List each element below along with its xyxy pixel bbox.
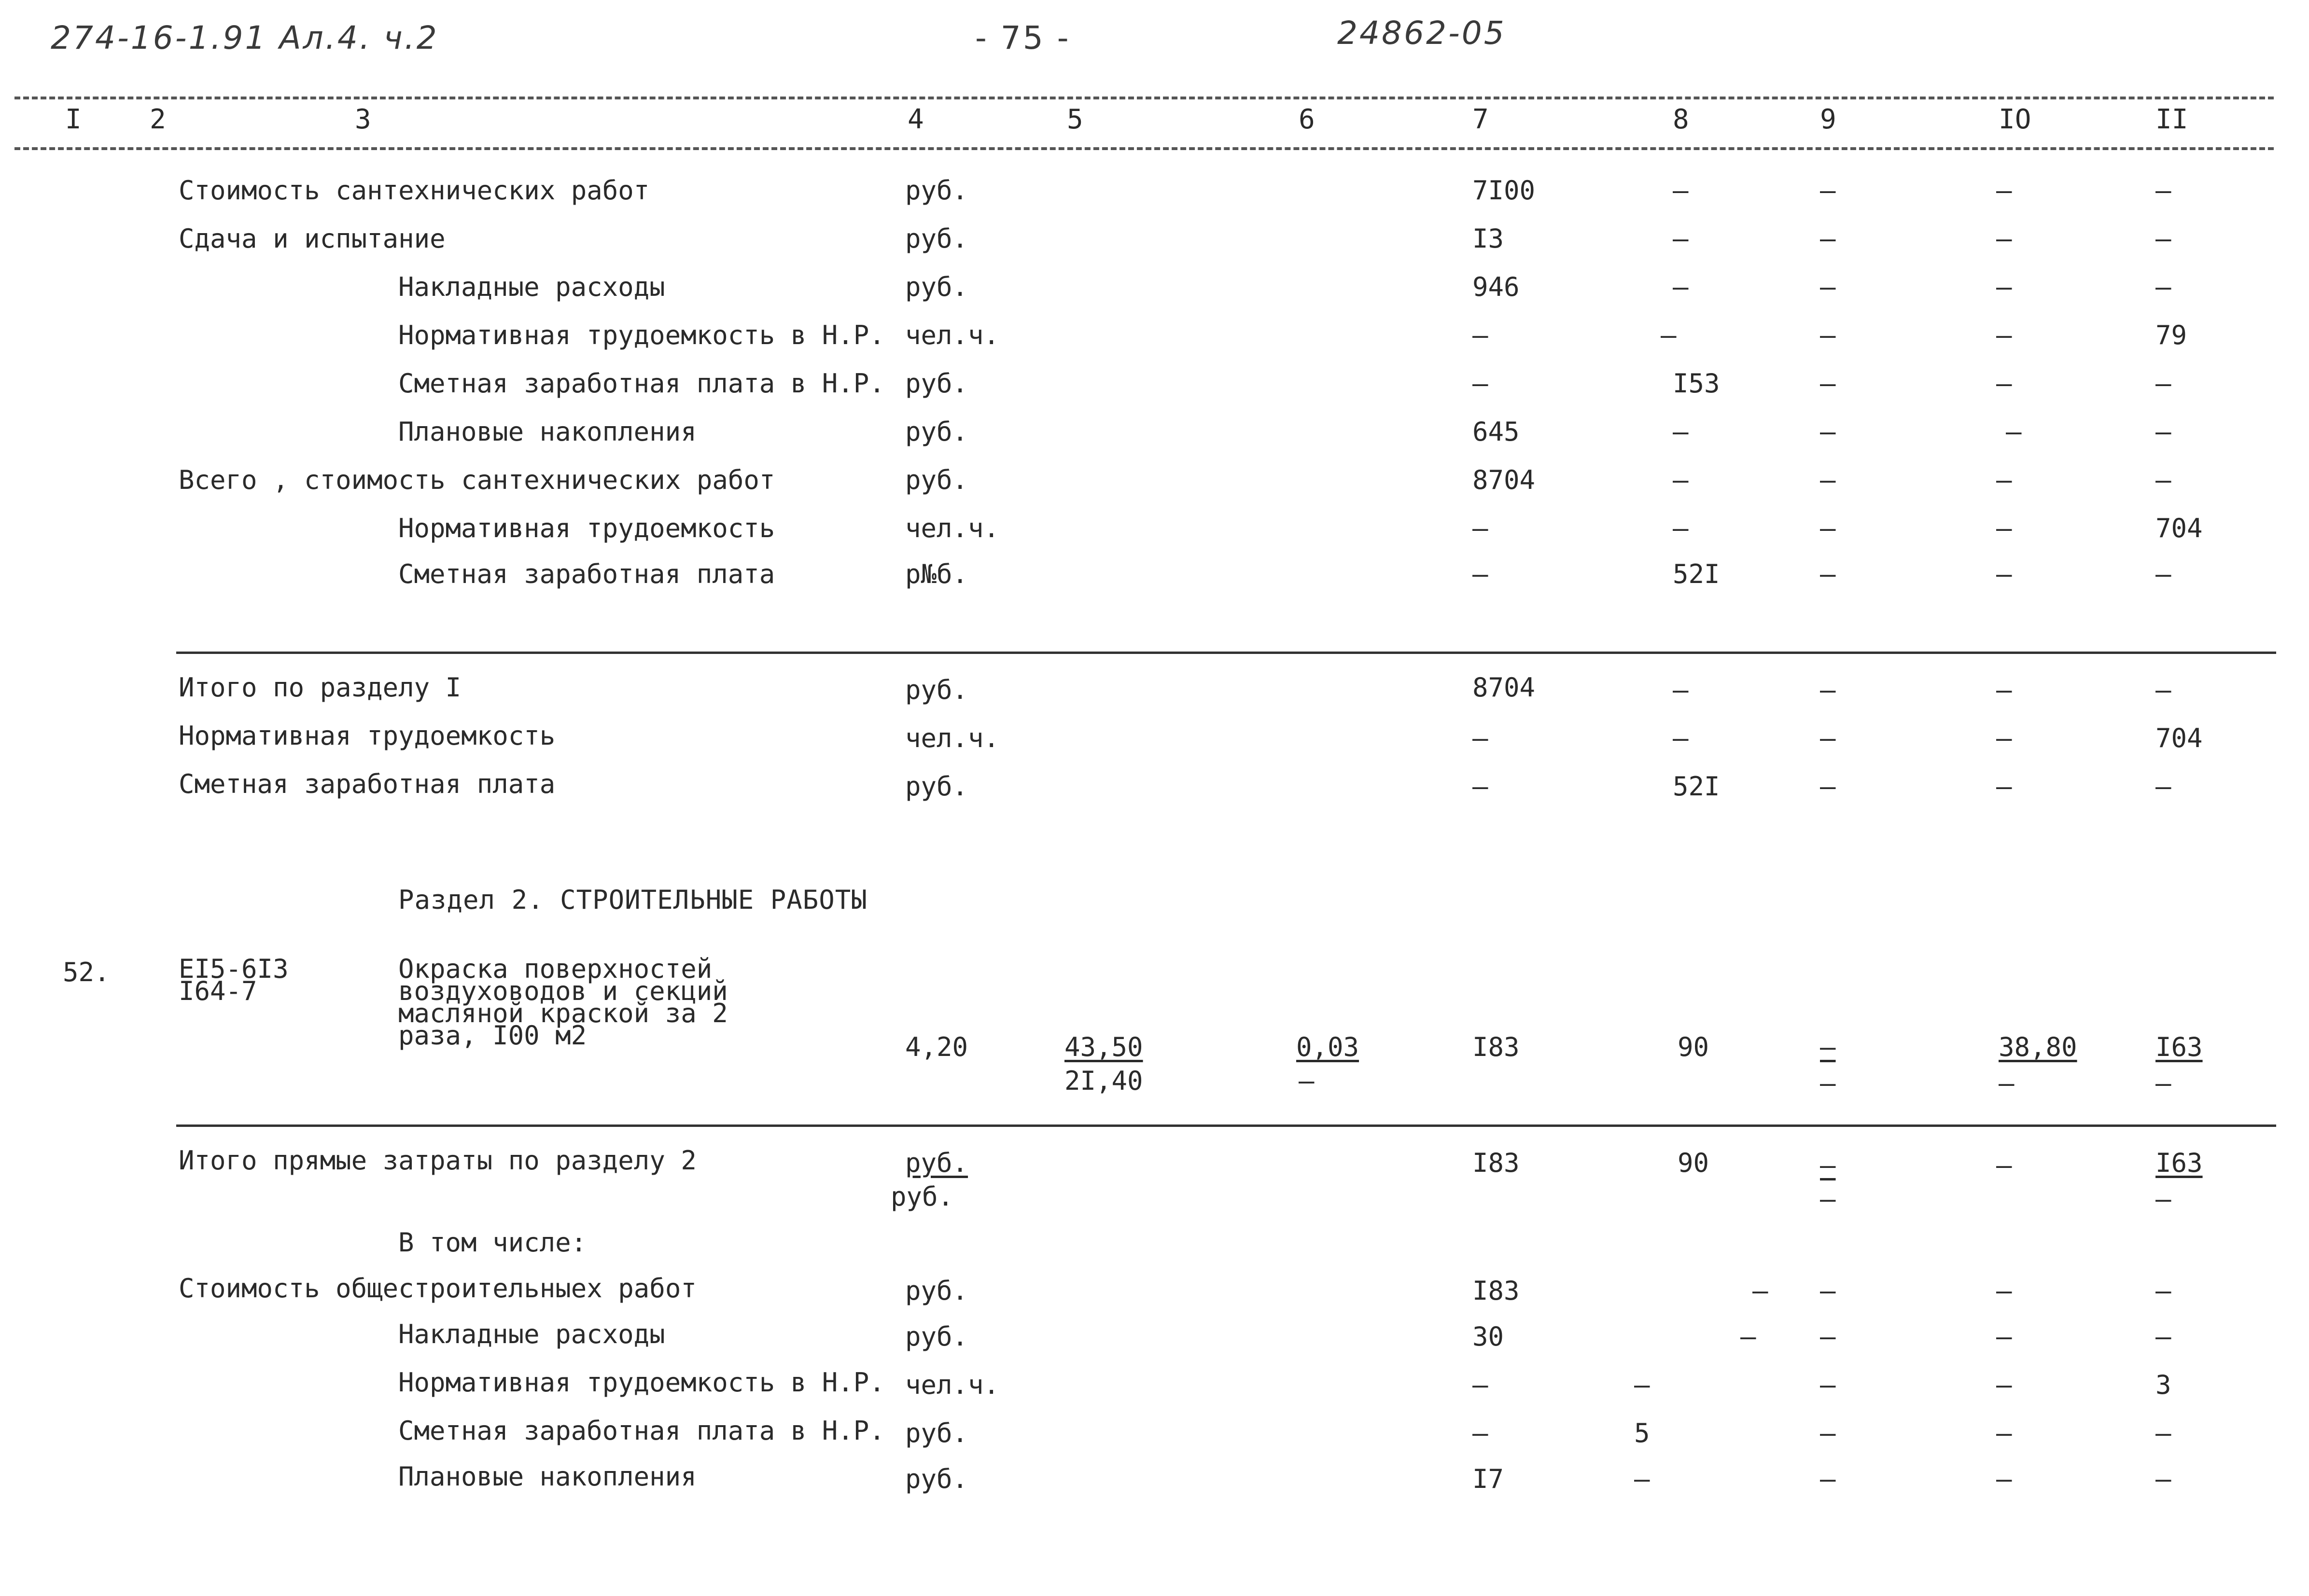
row-c8: – (1673, 175, 1689, 206)
col-header-4: 4 (908, 104, 924, 135)
row-unit: р№б. (905, 559, 968, 589)
row-c10: – (1996, 1464, 2012, 1494)
row-c11: – (2155, 1464, 2171, 1494)
row-c9: – (1820, 723, 1836, 753)
item-c11-bottom: – (2155, 1068, 2171, 1098)
row-c9: – (1820, 272, 1836, 302)
row-label: Сметная заработная плата в Н.Р. (398, 368, 885, 399)
row-c9: – (1820, 223, 1836, 254)
row-label: Плановые накопления (398, 1461, 697, 1492)
row-label: Нормативная трудоемкость (179, 721, 556, 751)
row-label: Итого по разделу I (179, 672, 462, 703)
row-c7: 30 (1472, 1321, 1504, 1352)
row-label: Всего , стоимость сантехнических работ (179, 465, 775, 495)
row-c10: – (1996, 771, 2012, 802)
row-c8: I53 (1673, 368, 1720, 399)
total2-c7: I83 (1472, 1148, 1520, 1178)
row-c9: – (1820, 1464, 1836, 1494)
row-c11: – (2155, 675, 2171, 705)
row-c8: – (1673, 513, 1689, 543)
row-c8: – (1673, 675, 1689, 705)
item-c5-top: 43,50 (1064, 1032, 1143, 1062)
item-desc-1: Окраска поверхностей (398, 954, 713, 984)
row-label: Сметная заработная плата в Н.Р. (398, 1416, 885, 1446)
row-c10: – (1996, 320, 2012, 350)
row-c10: – (2006, 416, 2022, 447)
row-c11: – (2155, 1276, 2171, 1306)
row-c10: – (1996, 175, 2012, 206)
item-c8: 90 (1678, 1032, 1709, 1062)
row-c11: – (2155, 416, 2171, 447)
col-header-6: 6 (1299, 104, 1315, 135)
total2-c10: – (1996, 1150, 2012, 1180)
section-rule (176, 652, 2276, 654)
header-left-ref: 274-16-1.91 Ал.4. ч.2 (51, 19, 439, 56)
row-c7: 645 (1472, 416, 1520, 447)
item-c11-top: I63 (2155, 1032, 2203, 1062)
row-c9: – (1820, 771, 1836, 802)
row-c11: – (2155, 175, 2171, 206)
item-c6-bottom: – (1299, 1066, 1315, 1096)
row-c7: – (1472, 723, 1488, 753)
row-c7: 8704 (1472, 672, 1536, 703)
row-unit: чел.ч. (905, 320, 1000, 350)
row-unit: чел.ч. (905, 1370, 1000, 1400)
item-desc-4: раза, I00 м2 (398, 1020, 587, 1051)
row-c7: – (1472, 513, 1488, 543)
row-c8: – (1661, 320, 1677, 350)
col-header-1: I (65, 104, 82, 135)
row-label: Сметная заработная плата (398, 559, 775, 589)
col-header-5: 5 (1067, 104, 1083, 135)
row-c10: – (1996, 272, 2012, 302)
row-c11: – (2155, 1418, 2171, 1448)
row-label: Плановые накопления (398, 416, 697, 447)
item-c6-top: 0,03 (1296, 1032, 1359, 1062)
row-c11: 704 (2155, 513, 2203, 543)
row-label: Накладные расходы (398, 1319, 665, 1349)
row-c9: – (1820, 513, 1836, 543)
row-label: Стоимость сантехнических работ (179, 175, 650, 206)
total2-label: Итого прямые затраты по разделу 2 (179, 1145, 697, 1176)
row-c9: – (1820, 416, 1836, 447)
row-c10: – (1996, 1276, 2012, 1306)
row-c8: – (1673, 723, 1689, 753)
item-c7: I83 (1472, 1032, 1520, 1062)
row-label: Нормативная трудоемкость в Н.Р. (398, 1367, 885, 1398)
row-c7: – (1472, 1370, 1488, 1400)
row-c10: – (1996, 513, 2012, 543)
total2-c11-top: I63 (2155, 1148, 2203, 1178)
row-c10: – (1996, 368, 2012, 399)
total2-unit-bottom: руб. (891, 1181, 954, 1212)
row-c8: – (1634, 1464, 1650, 1494)
row-unit: руб. (905, 1321, 968, 1352)
row-c9: – (1820, 1370, 1836, 1400)
row-c10: – (1996, 1321, 2012, 1352)
row-label: Сдача и испытание (179, 223, 446, 254)
including-label: В том числе: (398, 1227, 587, 1258)
total2-c8: 90 (1678, 1148, 1709, 1178)
row-unit: чел.ч. (905, 513, 1000, 543)
row-c7: – (1472, 1418, 1488, 1448)
row-c7: – (1472, 320, 1488, 350)
item-c10-bottom: – (1999, 1068, 2015, 1098)
row-c11: – (2155, 368, 2171, 399)
row-c7: 946 (1472, 272, 1520, 302)
item-c4: 4,20 (905, 1032, 968, 1062)
row-c7: – (1472, 771, 1488, 802)
section-rule (176, 1124, 2276, 1127)
row-unit: руб. (905, 1276, 968, 1306)
row-unit: руб. (905, 771, 968, 802)
row-c7: – (1472, 559, 1488, 589)
row-c9: – (1820, 1276, 1836, 1306)
row-c10: – (1996, 465, 2012, 495)
row-c9: – (1820, 368, 1836, 399)
row-c8: – (1673, 465, 1689, 495)
row-c8: 52I (1673, 771, 1720, 802)
header-page-number: - 75 - (975, 19, 1071, 56)
row-c7: I3 (1472, 223, 1504, 254)
row-c8: – (1673, 223, 1689, 254)
row-c8: – (1673, 416, 1689, 447)
header-doc-number: 24862-05 (1337, 14, 1506, 52)
total2-c11-bottom: – (2155, 1184, 2171, 1214)
total2-unit-top: руб. (905, 1148, 968, 1178)
row-unit: чел.ч. (905, 723, 1000, 753)
row-c10: – (1996, 1418, 2012, 1448)
row-c11: – (2155, 1321, 2171, 1352)
row-c11: 704 (2155, 723, 2203, 753)
row-c7: 8704 (1472, 465, 1536, 495)
row-c7: 7I00 (1472, 175, 1536, 206)
item-c5-bottom: 2I,40 (1064, 1066, 1143, 1096)
total2-c9-top: – (1820, 1150, 1836, 1180)
item-desc-3: масляной краской за 2 (398, 998, 728, 1028)
row-c7: – (1472, 368, 1488, 399)
row-unit: руб. (905, 1418, 968, 1448)
row-c8: – (1752, 1276, 1768, 1306)
row-c10: – (1996, 675, 2012, 705)
item-c9-top: – (1820, 1032, 1836, 1062)
col-header-3: 3 (355, 104, 371, 135)
col-header-11: II (2155, 104, 2188, 135)
row-c8: 52I (1673, 559, 1720, 589)
row-label: Нормативная трудоемкость в Н.Р. (398, 320, 885, 350)
row-c11: – (2155, 771, 2171, 802)
row-unit: руб. (905, 1464, 968, 1494)
row-c9: – (1820, 320, 1836, 350)
row-c9: – (1820, 559, 1836, 589)
row-c7: I7 (1472, 1464, 1504, 1494)
row-unit: руб. (905, 416, 968, 447)
row-label: Нормативная трудоемкость (398, 513, 775, 543)
row-c11: – (2155, 465, 2171, 495)
row-label: Накладные расходы (398, 272, 665, 302)
row-c8: 5 (1634, 1418, 1650, 1448)
row-c11: – (2155, 559, 2171, 589)
section-title: Раздел 2. СТРОИТЕЛЬНЫЕ РАБОТЫ (398, 885, 868, 915)
col-header-9: 9 (1820, 104, 1836, 135)
item-code-2: I64-7 (179, 976, 257, 1006)
row-c7: I83 (1472, 1276, 1520, 1306)
total2-c9-bottom: – (1820, 1184, 1836, 1214)
row-c10: – (1996, 223, 2012, 254)
row-unit: руб. (905, 175, 968, 206)
row-c11: – (2155, 223, 2171, 254)
row-c8: – (1673, 272, 1689, 302)
header-bottom-rule (14, 147, 2274, 150)
item-c10-top: 38,80 (1999, 1032, 2077, 1062)
item-c9-bottom: – (1820, 1068, 1836, 1098)
row-label: Сметная заработная плата (179, 769, 556, 799)
row-unit: руб. (905, 368, 968, 399)
row-unit: руб. (905, 465, 968, 495)
row-c8: – (1634, 1370, 1650, 1400)
col-header-8: 8 (1673, 104, 1689, 135)
header-top-rule (14, 97, 2274, 99)
row-label: Стоимость общестроительныех работ (179, 1273, 697, 1304)
row-c9: – (1820, 1418, 1836, 1448)
item-number: 52. (63, 957, 110, 987)
item-code-1: EI5-6I3 (179, 954, 289, 984)
item-desc-2: воздуховодов и секций (398, 976, 728, 1006)
col-header-10: IO (1999, 104, 2031, 135)
row-c9: – (1820, 1321, 1836, 1352)
row-unit: руб. (905, 675, 968, 705)
col-header-7: 7 (1472, 104, 1489, 135)
row-c10: – (1996, 1370, 2012, 1400)
row-unit: руб. (905, 223, 968, 254)
row-c9: – (1820, 175, 1836, 206)
row-c10: – (1996, 723, 2012, 753)
row-c11: – (2155, 272, 2171, 302)
row-unit: руб. (905, 272, 968, 302)
row-c11: 3 (2155, 1370, 2171, 1400)
row-c11: 79 (2155, 320, 2187, 350)
row-c10: – (1996, 559, 2012, 589)
row-c9: – (1820, 465, 1836, 495)
row-c8: – (1740, 1321, 1756, 1352)
row-c9: – (1820, 675, 1836, 705)
col-header-2: 2 (150, 104, 166, 135)
